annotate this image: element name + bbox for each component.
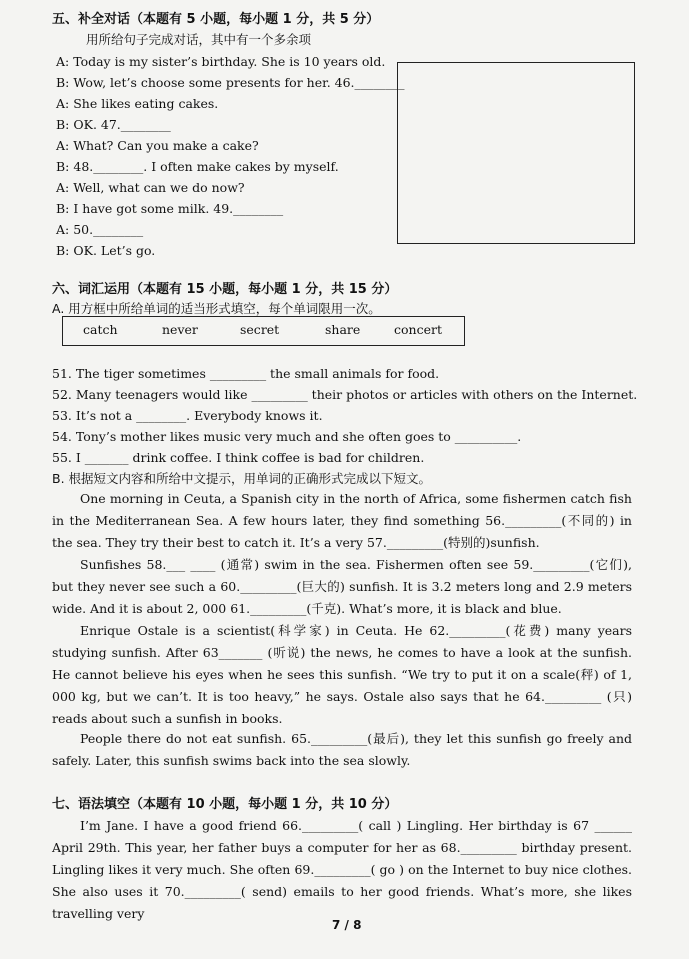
passage-paragraph: Sunfishes 58.___ ____ (通常) swim in the sea. Fishermen often see 59._________(它们), but they never see such a 60._________(巨大的) sunfish. It is 3.2 meters long and 2.9 meters wide. And it is about 2, 000 61._________(千克). What’s more, it is black and blue.: [52, 557, 632, 616]
dialogue-line: A: What? Can you make a cake?: [56, 138, 259, 153]
question-item: 52. Many teenagers would like _________ their photos or articles with others on the Internet.: [52, 387, 638, 402]
dialogue-line: B: I have got some milk. 49.________: [56, 201, 284, 216]
passage-paragraph: I’m Jane. I have a good friend 66._________( call ) Lingling. Her birthday is 67 ______ April 29th. This year, her father buys a computer for her as 68._________ birthday present. Lingling likes it very much. She often 69._________( go ) on the Internet to buy nice clothes. She also uses it 70._________( send) emails to her good friends. What’s more, she likes travelling very: [52, 818, 632, 921]
question-item: 55. I _______ drink coffee. I think coffee is bad for children.: [52, 450, 425, 465]
passage-paragraph: People there do not eat sunfish. 65._________(最后), they let this sunfish go freely and safely. Later, this sunfish swims back into the sea slowly.: [52, 731, 632, 768]
section5-heading: 五、补全对话（本题有 5 小题，每小题 1 分，共 5 分）: [52, 12, 380, 27]
dialogue-line: A: 50.________: [56, 222, 144, 237]
question-item: 54. Tony’s mother likes music very much and she often goes to __________.: [52, 429, 522, 444]
sentence-options-box: [397, 62, 635, 244]
section6-part-b-instruction: B. 根据短文内容和所给中文提示，用单词的正确形式完成以下短文。: [52, 471, 432, 486]
question-item: 53. It’s not a ________. Everybody knows it.: [52, 408, 323, 423]
section6-part-a-instruction: A. 用方框中所给单词的适当形式填空，每个单词限用一次。: [52, 301, 381, 316]
passage-paragraph: One morning in Ceuta, a Spanish city in the north of Africa, some fishermen catch fish in the Mediterranean Sea. A few hours later, they find something 56._________(不同的) in the sea. They try their best to catch it. It’s a very 57._________(特别的)sunfish.: [52, 491, 632, 550]
dialogue-line: B: OK. Let’s go.: [56, 243, 156, 258]
word-bank-item: catch: [83, 322, 118, 337]
page-number: 7 / 8: [332, 918, 362, 932]
section7-heading: 七、语法填空（本题有 10 小题，每小题 1 分，共 10 分）: [52, 797, 398, 812]
word-bank-item: never: [162, 322, 198, 337]
dialogue-line: B: 48.________. I often make cakes by myself.: [56, 159, 339, 174]
word-bank-item: share: [325, 322, 361, 337]
section6-heading: 六、词汇运用（本题有 15 小题，每小题 1 分，共 15 分）: [52, 282, 398, 297]
section5-instruction: 用所给句子完成对话，其中有一个多余项: [86, 32, 312, 47]
word-bank-item: secret: [240, 322, 280, 337]
dialogue-line: B: OK. 47.________: [56, 117, 171, 132]
word-bank-item: concert: [394, 322, 442, 337]
word-bank-box: [62, 316, 465, 346]
question-item: 51. The tiger sometimes _________ the small animals for food.: [52, 366, 440, 381]
passage-paragraph: Enrique Ostale is a scientist(科学家) in Ceuta. He 62._________(花费) many years studying sunfish. After 63_______ (听说) the news, he comes to have a look at the sunfish. He cannot believe his eyes when he sees this sunfish. “We try to put it on a scale(秤) of 1, 000 kg, but we can’t. It is too heavy,” he says. Ostale also says that he 64._________ (只) reads about such a sunfish in books.: [52, 623, 632, 726]
dialogue-line: A: She likes eating cakes.: [56, 96, 219, 111]
dialogue-line: A: Today is my sister’s birthday. She is 10 years old.: [56, 54, 386, 69]
dialogue-line: B: Wow, let’s choose some presents for her. 46.________: [56, 75, 405, 90]
dialogue-line: A: Well, what can we do now?: [56, 180, 245, 195]
